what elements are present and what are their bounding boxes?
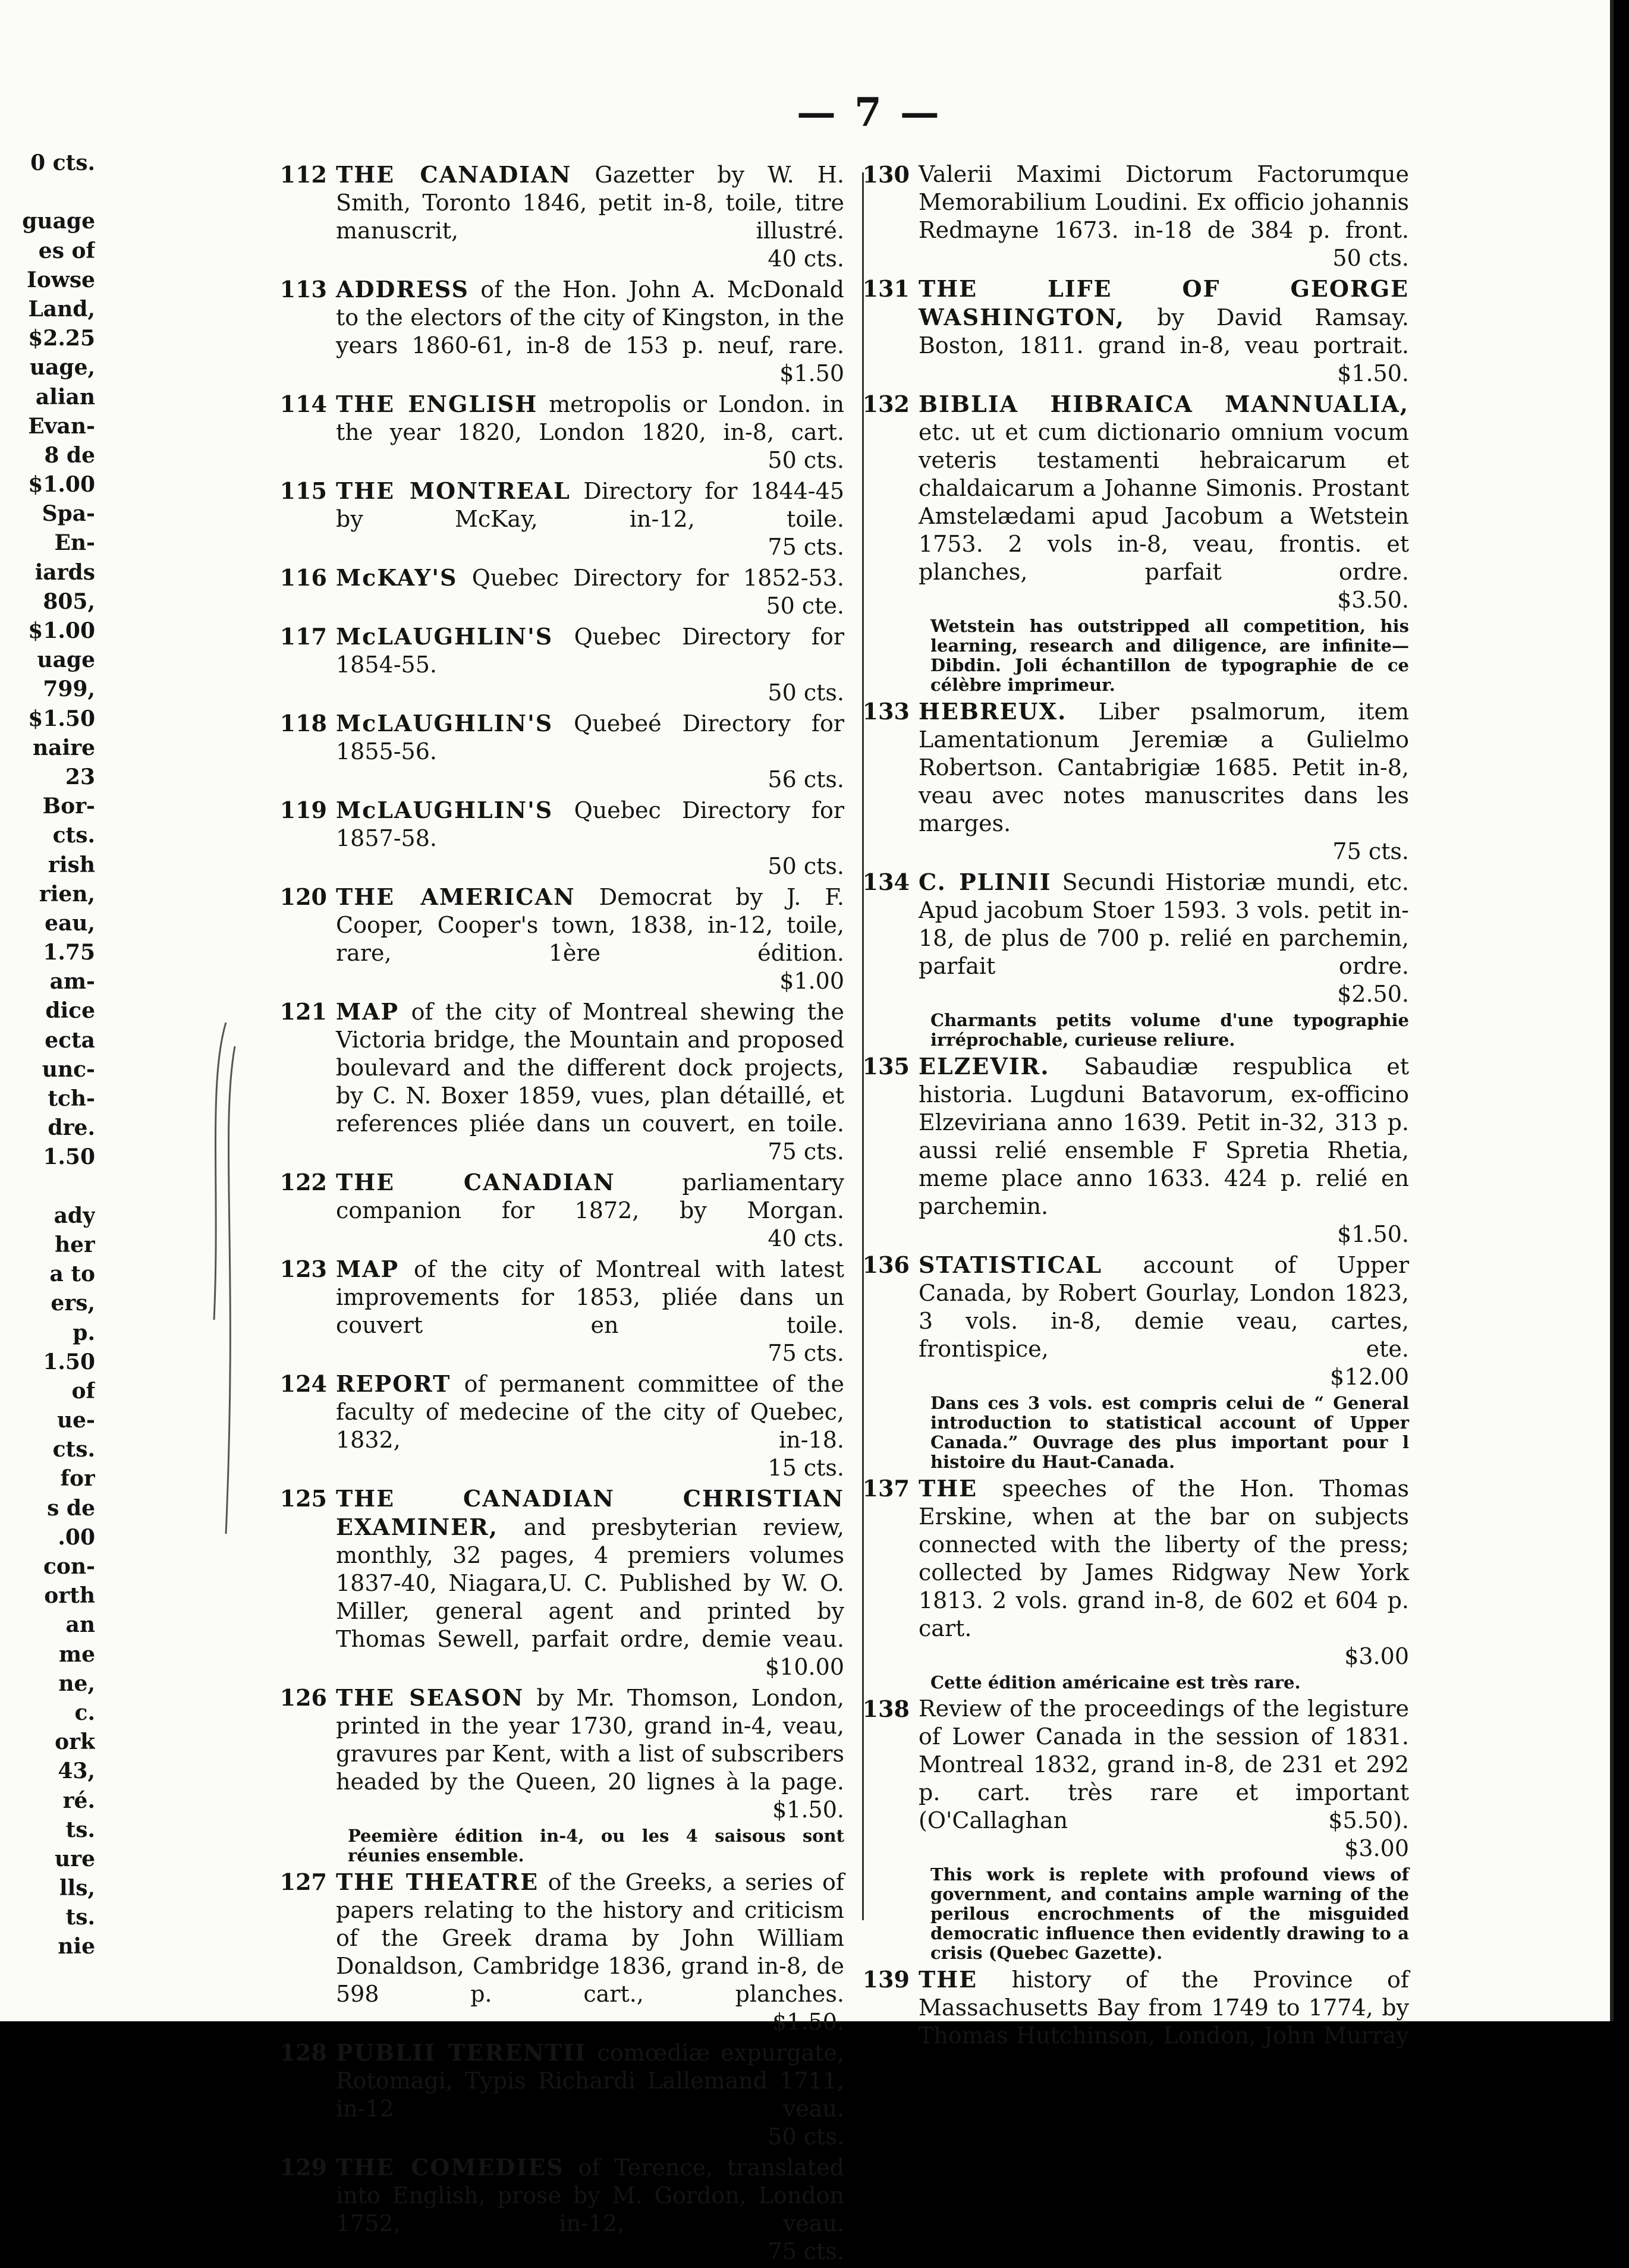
prev-page-fragment: $1.00 — [28, 618, 95, 643]
catalogue-entry — [862, 1474, 1409, 1693]
entry-note: Charmants petits volume d'une typographie irréprochable, curieuse reliure. — [930, 1010, 1409, 1050]
entry-price: $1.50. — [772, 2009, 844, 2035]
prev-page-fragment: eau, — [45, 910, 95, 936]
entry-description — [336, 622, 844, 679]
entry-text: Quebec Directory for 1854-55. — [336, 624, 844, 678]
entry-text: Democrat by J. F. Cooper, Cooper's town, 1838, in-12, toile, rare, 1ère édition. — [336, 884, 844, 966]
prev-page-fragment: p. — [73, 1320, 95, 1345]
catalogue-entry — [862, 1965, 1409, 2050]
entry-description — [919, 697, 1409, 838]
entry-price: $1.00 — [779, 968, 844, 994]
entry-price: $12.00 — [1330, 1364, 1409, 1390]
entry-number: 119 — [279, 797, 327, 823]
catalogue-entry — [279, 1255, 844, 1367]
entry-text: metropolis or London. in the year 1820, London 1820, in-8, cart. — [336, 391, 844, 445]
entry-price: $1.50. — [1337, 360, 1409, 386]
entry-note: This work is replete with profound views of government, and contains ample warning of the perilous encrochments of the misguided democratic influence then evidently drawing to a crisis (Quebec Gazette). — [930, 1864, 1409, 1963]
entry-description — [336, 564, 844, 592]
entry-price: $3.50. — [1337, 587, 1409, 613]
entry-number: 131 — [862, 275, 910, 302]
prev-page-fragment: 0 cts. — [30, 150, 95, 175]
catalogue-entry — [862, 868, 1410, 1050]
entry-number: 126 — [279, 1684, 327, 1711]
entry-title: McLAUGHLIN'S — [336, 710, 554, 737]
prev-page-fragment: uage, — [29, 355, 95, 380]
entry-number: 123 — [279, 1256, 327, 1282]
entry-text: comœdiæ expurgate, Rotomagi, Typis Richardi Lallemand 1711, in-12 veau. — [336, 2040, 844, 2122]
entry-text: Sabaudiæ respublica et historia. Lugduni Batavorum, ex-officino Elzeviriana anno 1639. Petit in-32, 313 p. aussi relié ensemble F Spretia Rhetia, meme place anno 1633. 424 p. relié en parchemin. — [919, 1053, 1409, 1219]
prev-page-fragment: con- — [43, 1554, 95, 1579]
entry-price: 50 cts. — [768, 447, 844, 473]
catalogue-entry — [279, 709, 844, 794]
catalogue-entry — [862, 275, 1409, 388]
prev-page-fragment: alian — [35, 384, 95, 410]
entry-description — [336, 2153, 844, 2238]
catalogue-entry — [279, 998, 844, 1166]
entry-number: 135 — [862, 1053, 910, 1080]
entry-description — [336, 1370, 844, 1454]
prev-page-fragment: es of — [38, 238, 95, 263]
prev-page-fragment: 1.50 — [43, 1144, 95, 1170]
entry-number: 113 — [279, 276, 327, 303]
entry-title: THE MONTREAL — [336, 477, 571, 504]
entry-number: 124 — [279, 1370, 327, 1397]
prev-page-fragment: 23 — [65, 764, 95, 789]
entry-title: PUBLII TERENTII — [336, 2039, 587, 2066]
entry-description — [336, 275, 844, 360]
catalogue-entry — [862, 390, 1409, 695]
entry-title: BIBLIA HIBRAICA MANNUALIA, — [919, 391, 1409, 417]
entry-title: ADDRESS — [336, 276, 469, 303]
prev-page-fragment: ure — [54, 1846, 95, 1871]
catalogue-entry — [279, 1684, 845, 1866]
prev-page-fragment: ady — [54, 1203, 95, 1228]
entry-text: parliamentary companion for 1872, by Morgan. — [336, 1169, 844, 1223]
prev-page-fragment: 1.75 — [43, 940, 95, 965]
entry-number: 134 — [862, 869, 910, 895]
prev-page-fragment: ne, — [58, 1671, 95, 1696]
catalogue-entry — [279, 796, 844, 880]
entry-price: $2.50. — [1337, 981, 1409, 1007]
prev-page-fragment: ork — [55, 1729, 95, 1755]
entry-number: 132 — [862, 391, 910, 417]
entry-title: REPORT — [336, 1370, 451, 1397]
catalogue-entry — [862, 1251, 1409, 1472]
prev-page-fragment: unc- — [42, 1056, 95, 1082]
catalogue-entry — [279, 1168, 844, 1253]
prev-page-fragment: Spa- — [42, 501, 95, 527]
entry-price: 50 cts. — [768, 853, 844, 879]
entry-text: history of the Province of Massachusetts Bay from 1749 to 1774, by Thomas Hutchinson, London, John Murray — [919, 1967, 1409, 2049]
prev-page-fragment: Land, — [28, 296, 95, 322]
entry-text: of permanent committee of the faculty of medecine of the city of Quebec, 1832, in-18. — [336, 1371, 844, 1453]
margin-stroke-mark — [202, 1011, 250, 1546]
entry-number: 117 — [279, 623, 327, 650]
entry-text: by David Ramsay. Boston, 1811. grand in-8, veau portrait. — [919, 304, 1409, 358]
entry-title: THE AMERICAN — [336, 883, 576, 910]
catalogue-entry — [279, 883, 844, 995]
entry-number: 120 — [279, 883, 327, 910]
entry-price: 50 cts. — [1332, 245, 1409, 271]
entry-description — [336, 998, 844, 1138]
entry-description — [919, 868, 1409, 980]
entry-number: 137 — [862, 1475, 910, 1502]
entry-text: Quebec Directory for 1857-58. — [336, 797, 844, 851]
catalogue-entry — [279, 622, 844, 707]
entry-number: 125 — [279, 1485, 327, 1512]
entry-description — [336, 390, 844, 446]
catalogue-entry — [279, 1484, 844, 1681]
catalogue-entry — [862, 161, 1409, 272]
entry-text: of the Greeks, a series of papers relating to the history and criticism of the Greek drama by John William Donaldson, Cambridge 1836, grand in-8, de 598 p. cart., planches. — [336, 1869, 844, 2007]
prev-page-fragment: uage — [37, 647, 95, 673]
catalogue-entry — [279, 275, 844, 388]
entry-number: 136 — [862, 1251, 910, 1278]
prev-page-fragment: nie — [58, 1934, 95, 1959]
catalogue-entry — [279, 1868, 844, 2036]
entry-description — [336, 477, 844, 533]
prev-page-fragment: ue- — [56, 1408, 95, 1433]
prev-page-fragment: ts. — [65, 1905, 95, 1930]
entry-description — [336, 1684, 844, 1796]
entry-title: THE — [919, 1966, 978, 1993]
entry-title: McKAY'S — [336, 564, 458, 591]
entry-text: Quebeé Directory for 1855-56. — [336, 710, 844, 765]
entry-note: Cette édition américaine est très rare. — [930, 1672, 1301, 1693]
entry-number: 128 — [279, 2039, 327, 2066]
entry-price: 15 cts. — [768, 1455, 844, 1481]
entry-description — [336, 1868, 844, 2008]
entry-price: 75 cts. — [768, 2238, 844, 2264]
catalogue-entry — [279, 390, 844, 474]
right-column — [862, 161, 1410, 2052]
prev-page-fragment: dre. — [48, 1115, 95, 1141]
prev-page-fragment: rien, — [39, 881, 95, 907]
entry-description — [919, 161, 1409, 244]
entry-number: 139 — [862, 1966, 910, 1993]
entry-title: McLAUGHLIN'S — [336, 797, 554, 823]
entry-number: 129 — [279, 2154, 327, 2181]
prev-page-fragment: 805, — [43, 589, 95, 614]
prev-page-fragment: .00 — [58, 1524, 95, 1550]
prev-page-fragment: her — [54, 1232, 95, 1257]
entry-description — [919, 1052, 1409, 1220]
entry-description — [336, 161, 844, 245]
prev-page-fragment: me — [59, 1641, 95, 1667]
entry-title: THE CANADIAN CHRISTIAN EXAMINER, — [336, 1485, 844, 1540]
previous-page-edge — [0, 149, 95, 1962]
entry-price: 75 cts. — [768, 1340, 844, 1366]
entry-number: 133 — [862, 698, 910, 725]
entry-text: of the city of Montreal shewing the Victoria bridge, the Mountain and proposed boulevard and the different dock projects, by C. N. Boxer 1859, vues, plan détaillé, et references pliée dans un couvert, en toile. — [336, 999, 844, 1137]
prev-page-fragment: lls, — [59, 1876, 95, 1901]
entry-description — [919, 1251, 1409, 1363]
entry-text: Valerii Maximi Dictorum Factorumque Memorabilium Loudini. Ex officio johannis Redmayne 1673. in-18 de 384 p. front. — [919, 161, 1409, 243]
entry-description — [336, 2039, 844, 2123]
prev-page-fragment: $2.25 — [28, 326, 95, 351]
prev-page-fragment: c. — [74, 1700, 95, 1725]
entry-price: $1.50 — [779, 360, 844, 386]
prev-page-fragment: ecta — [45, 1027, 95, 1053]
prev-page-fragment: tch- — [48, 1086, 95, 1111]
entry-number: 112 — [279, 161, 327, 188]
catalogue-entry — [279, 2039, 844, 2151]
entry-text: etc. ut et cum dictionario omnium vocum veteris testamenti hebraicarum et chaldaicarum a Johanne Simonis. Prostant Amstelædami apud Jacobum a Wetstein 1753. 2 vols in-8, veau, frontis. et planches, parfait ordre. — [919, 419, 1409, 585]
prev-page-fragment: Evan- — [28, 413, 95, 439]
prev-page-fragment: rish — [48, 852, 95, 877]
catalogue-entry — [862, 1695, 1409, 1963]
entry-price: $10.00 — [765, 1654, 844, 1680]
entry-text: of the city of Montreal with latest improvements for 1853, pliée dans un couvert en toile. — [336, 1256, 844, 1338]
entry-price: 50 cte. — [766, 593, 844, 619]
entry-title: THE LIFE OF GEORGE WASHINGTON, — [919, 275, 1409, 331]
entry-price: 50 cts. — [768, 680, 844, 706]
entry-description — [919, 1965, 1409, 2050]
entry-number: 138 — [862, 1696, 910, 1722]
entry-number: 130 — [862, 161, 910, 188]
entry-number: 122 — [279, 1169, 327, 1196]
entry-description — [919, 1474, 1409, 1643]
entry-title: THE THEATRE — [336, 1868, 539, 1895]
prev-page-fragment: guage — [22, 209, 95, 234]
entry-price: $3.00 — [1344, 1643, 1409, 1669]
prev-page-fragment: cts. — [52, 823, 95, 848]
entry-price: $1.50. — [1337, 1221, 1409, 1247]
prev-page-fragment: 43, — [58, 1759, 95, 1784]
entry-price: 75 cts. — [768, 534, 844, 560]
prev-page-fragment: Bor- — [42, 794, 95, 819]
prev-page-fragment: 1.50 — [43, 1349, 95, 1374]
prev-page-fragment: an — [65, 1612, 95, 1638]
entry-number: 115 — [279, 477, 327, 504]
entry-price: $3.00 — [1344, 1835, 1409, 1861]
entry-description — [336, 1168, 844, 1225]
entry-description — [919, 275, 1409, 360]
entry-title: THE CANADIAN — [336, 1169, 615, 1196]
catalogue-entry — [279, 1370, 844, 1482]
prev-page-fragment — [0, 178, 95, 207]
entry-title: THE CANADIAN — [336, 161, 572, 188]
prev-page-fragment: $1.00 — [28, 472, 95, 498]
entry-price: 75 cts. — [1332, 838, 1409, 864]
prev-page-fragment: ers, — [51, 1291, 95, 1316]
prev-page-fragment: cts. — [52, 1437, 95, 1462]
entry-description — [336, 709, 844, 766]
catalogue-entry — [862, 1052, 1409, 1248]
entry-text: by Mr. Thomson, London, printed in the year 1730, grand in-4, veau, gravures par Kent, with a list of subscribers headed by the Queen, 20 lignes à la page. — [336, 1685, 845, 1795]
entry-price: $1.50. — [772, 1797, 844, 1823]
entry-text: Review of the proceedings of the legisture of Lower Canada in the session of 1831. Montreal 1832, grand in-8, de 231 et 292 p. cart. très rare et important (O'Callaghan $5.50). — [919, 1696, 1409, 1833]
entry-title: THE COMEDIES — [336, 2154, 564, 2181]
entry-description — [336, 1255, 844, 1339]
entry-description — [336, 1484, 844, 1653]
prev-page-fragment: of — [71, 1378, 95, 1404]
left-column — [279, 161, 845, 2268]
entry-number: 114 — [279, 391, 327, 417]
prev-page-fragment: ts. — [65, 1817, 95, 1842]
entry-text: Quebec Directory for 1852-53. — [457, 565, 844, 591]
prev-page-fragment: iards — [34, 559, 95, 585]
entry-note: Dans ces 3 vols. est compris celui de “ General introduction to statistical account of Upper Canada.” Ouvrage des plus important pour l histoire du Haut-Canada. — [930, 1393, 1409, 1472]
entry-title: MAP — [336, 1256, 400, 1282]
catalogue-entry — [279, 2153, 845, 2266]
catalogue-entry — [279, 161, 844, 273]
catalogue-entry — [862, 697, 1409, 866]
entry-title: McLAUGHLIN'S — [336, 623, 554, 650]
entry-text: Directory for 1844-45 by McKay, in-12, toile. — [336, 478, 844, 532]
entry-price: 40 cts. — [768, 246, 844, 272]
entry-note: Peemière édition in-4, ou les 4 saisous sont réunies ensemble. — [348, 1826, 844, 1866]
entry-number: 118 — [279, 710, 327, 737]
prev-page-fragment: 8 de — [44, 442, 95, 468]
prev-page-fragment: for — [60, 1466, 95, 1492]
prev-page-fragment: s de — [47, 1495, 95, 1521]
prev-page-fragment: naire — [32, 735, 95, 760]
prev-page-fragment: En- — [54, 530, 95, 556]
entry-number: 127 — [279, 1868, 327, 1895]
entry-title: MAP — [336, 998, 400, 1025]
entry-text: account of Upper Canada, by Robert Gourlay, London 1823, 3 vols. in-8, demie veau, cartes, frontispice, ete. — [919, 1252, 1409, 1362]
entry-price: 50 cts. — [768, 2124, 844, 2150]
catalogue-entry — [279, 477, 844, 561]
prev-page-fragment: a to — [49, 1262, 95, 1287]
entry-text: speeches of the Hon. Thomas Erskine, when at the bar on subjects connected with the liberty of the press; collected by James Ridgway New York 1813. 2 vols. grand in-8, de 602 et 604 p. cart. — [919, 1476, 1409, 1641]
entry-description — [919, 1695, 1409, 1835]
catalogue-entry — [279, 564, 844, 620]
entry-number: 116 — [279, 564, 327, 591]
prev-page-fragment: orth — [44, 1583, 95, 1609]
entry-title: STATISTICAL — [919, 1251, 1103, 1278]
prev-page-fragment: dice — [45, 998, 95, 1024]
page-number: — 7 — — [797, 89, 942, 136]
prev-page-fragment — [0, 1172, 95, 1201]
entry-description — [336, 883, 844, 967]
column-rule — [862, 172, 864, 1920]
entry-title: HEBREUX. — [919, 698, 1067, 725]
prev-page-fragment: ré. — [62, 1788, 95, 1813]
entry-title: THE — [919, 1475, 978, 1502]
entry-text: Liber psalmorum, item Lamentationum Jeremiæ a Gulielmo Robertson. Cantabrigiæ 1685. Petit in-8, veau avec notes manuscrites dans les marges. — [919, 699, 1409, 836]
entry-note: Wetstein has outstripped all competition, his learning, research and diligence, are infinite—Dibdin. Joli échantillon de typographie de ce célèbre imprimeur. — [930, 616, 1409, 695]
entry-description — [919, 390, 1409, 586]
entry-description — [336, 796, 844, 853]
prev-page-fragment: 799, — [43, 677, 95, 702]
entry-number: 121 — [279, 998, 327, 1025]
entry-title: THE ENGLISH — [336, 391, 538, 417]
entry-title: ELZEVIR. — [919, 1053, 1050, 1080]
entry-price: 40 cts. — [768, 1225, 844, 1251]
entry-price: 75 cts. — [768, 1138, 844, 1165]
entry-text: Secundi Historiæ mundi, etc. Apud jacobum Stoer 1593. 3 vols. petit in-18, de plus de 700 p. relié en parchemin, parfait ordre. — [919, 869, 1410, 979]
prev-page-fragment: Iowse — [26, 267, 95, 292]
prev-page-fragment: am- — [49, 969, 95, 995]
entry-price: 56 cts. — [768, 766, 844, 792]
entry-text: and presbyterian review, monthly, 32 pages, 4 premiers volumes 1837-40, Niagara,U. C. Published by W. O. Miller, general agent and printed by Thomas Sewell, parfait ordre, demie veau. — [336, 1514, 844, 1652]
entry-text: of the Hon. John A. McDonald to the electors of the city of Kingston, in the years 1860-61, in-8 de 153 p. neuf, rare. — [336, 276, 844, 358]
entry-text: Gazetter by W. H. Smith, Toronto 1846, petit in-8, toile, titre manuscrit, illustré. — [336, 162, 844, 244]
entry-title: C. PLINII — [919, 869, 1052, 895]
entry-text: of Terence, translated into English, prose by M. Gordon, London 1752, in-12, veau. — [336, 2154, 845, 2236]
entry-title: THE SEASON — [336, 1684, 524, 1711]
prev-page-fragment: $1.50 — [28, 706, 95, 731]
